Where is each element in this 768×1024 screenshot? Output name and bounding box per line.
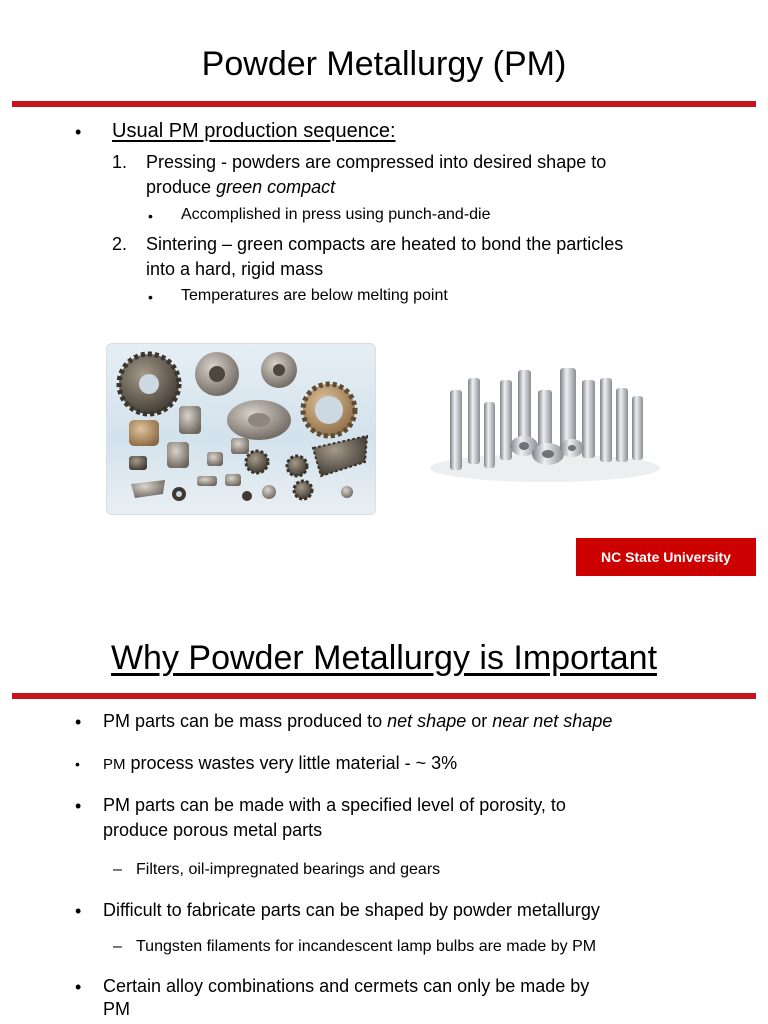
pm-parts-photo xyxy=(106,343,376,515)
bullet-dot: • xyxy=(75,796,82,816)
bullet-difficult-parts: Difficult to fabricate parts can be shaped by powder metallurgy xyxy=(103,900,600,920)
bullet-net-shape xyxy=(103,709,612,734)
dash-mark: – xyxy=(113,861,122,878)
step-pressing-line1: Pressing - powders are compressed into desired shape to xyxy=(146,152,607,172)
bullet-cermets-line2: PM xyxy=(103,999,130,1019)
bullet-text: or xyxy=(466,711,493,731)
slide-why-important xyxy=(0,620,768,1024)
step-pressing-sub: Accomplished in press using punch-and-die xyxy=(181,206,491,223)
bullet-porosity-line1: PM parts can be made with a specified level of porosity, to xyxy=(103,795,566,815)
bullet-text-small: PM xyxy=(103,756,126,773)
bullet-dot: • xyxy=(75,756,80,772)
title-rule xyxy=(12,101,756,107)
step-sintering-sub: Temperatures are below melting point xyxy=(181,287,448,304)
bullet-text: process wastes very little material - ~ 3% xyxy=(125,753,458,773)
pm-parts-illustration xyxy=(107,344,375,514)
bullet-dot: • xyxy=(75,901,82,921)
bullet-dot: • xyxy=(75,712,82,732)
punch-and-die-photo xyxy=(420,350,670,490)
punch-die-illustration xyxy=(420,350,670,490)
dash-mark: – xyxy=(113,938,122,955)
step-number: 2. xyxy=(112,234,128,254)
bullet-italic: near net shape xyxy=(492,711,613,731)
step-pressing-italic: green compact xyxy=(216,177,336,197)
bullet-production-sequence: Usual PM production sequence: xyxy=(112,120,396,142)
bullet-dot: • xyxy=(75,977,82,997)
bullet-dot: • xyxy=(148,289,153,305)
university-badge-label: NC State University xyxy=(601,549,731,565)
slide-title-text: Why Powder Metallurgy is Important xyxy=(110,639,658,677)
step-sintering-line1: Sintering – green compacts are heated to bond the particles xyxy=(146,234,624,254)
step-sintering-line2: into a hard, rigid mass xyxy=(146,259,324,279)
step-number: 1. xyxy=(112,152,128,172)
university-badge xyxy=(576,538,756,576)
step-pressing-text: produce xyxy=(146,177,217,197)
bullet-waste xyxy=(103,751,457,777)
bullet-italic: net shape xyxy=(387,711,467,731)
bullet-dot: • xyxy=(148,208,153,224)
slide-title: Powder Metallurgy (PM) xyxy=(201,45,567,83)
step-pressing-line2 xyxy=(146,175,335,200)
bullet-porosity-line2: produce porous metal parts xyxy=(103,820,323,840)
bullet-cermets-line1: Certain alloy combinations and cermets can only be made by xyxy=(103,976,590,996)
bullet-text: PM parts can be mass produced to xyxy=(103,711,388,731)
sub-filters: Filters, oil-impregnated bearings and gears xyxy=(136,861,441,878)
bullet-dot: • xyxy=(75,122,82,142)
sub-tungsten: Tungsten filaments for incandescent lamp bulbs are made by PM xyxy=(136,938,597,955)
title-rule xyxy=(12,693,756,699)
slide-title xyxy=(0,638,768,678)
